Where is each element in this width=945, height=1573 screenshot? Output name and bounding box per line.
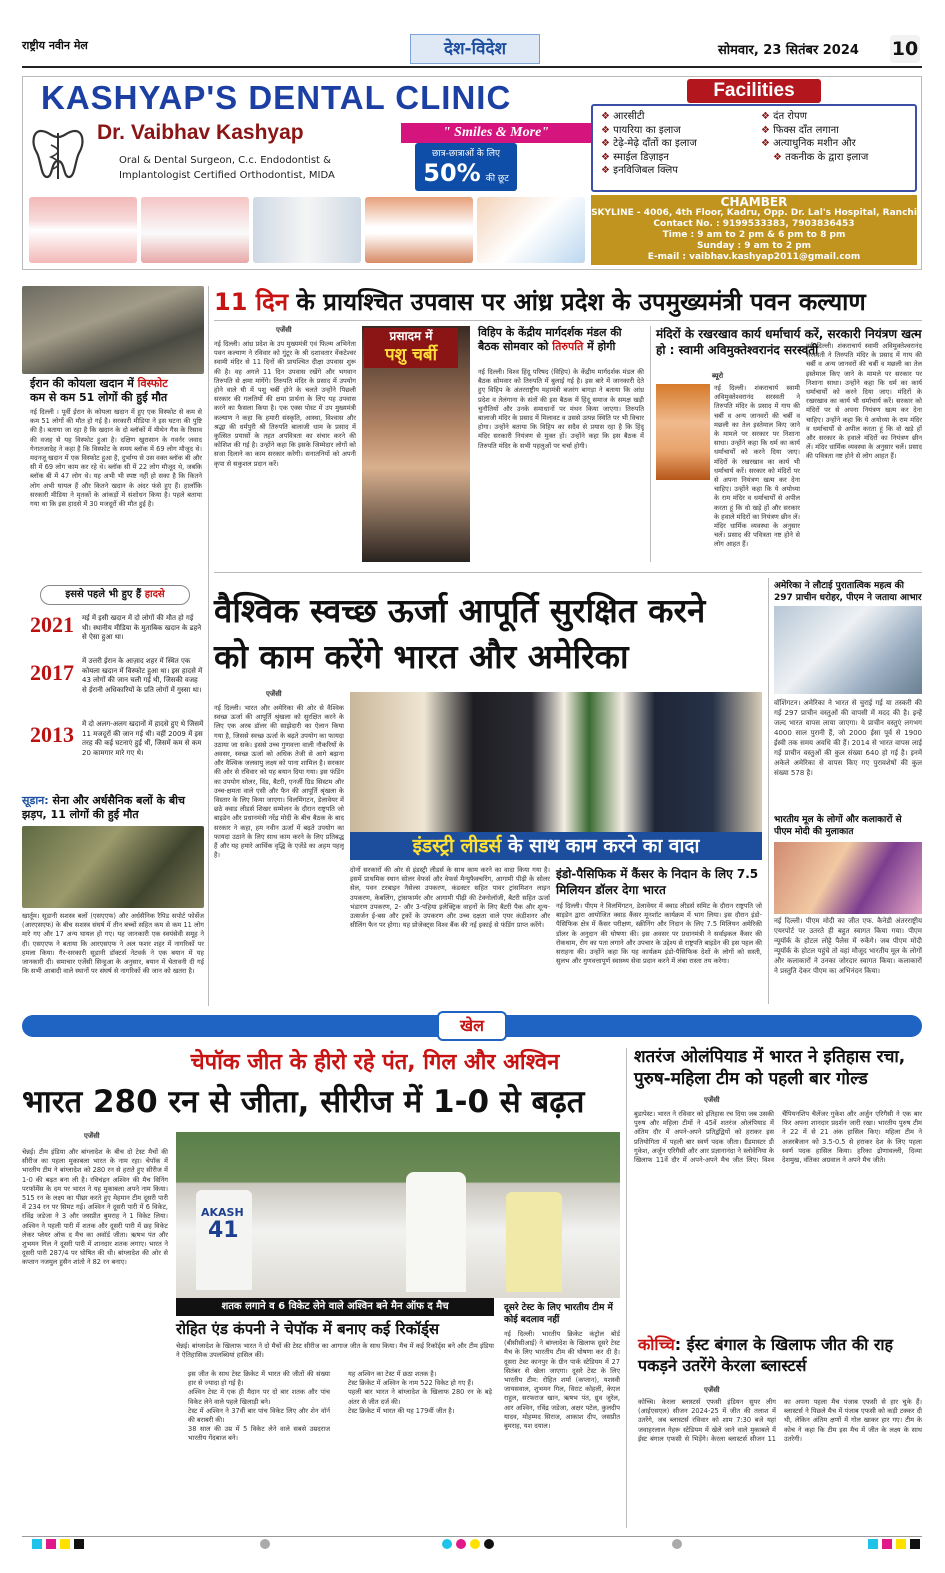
banner-highlight: इंडस्ट्री लीडर्स xyxy=(412,835,502,857)
records-list-right xyxy=(340,1370,492,1526)
kerala-headline xyxy=(638,1334,922,1376)
cricket-kicker: चेपॉक जीत के हीरो रहे पंत, गिल और अश्विन xyxy=(190,1050,560,1075)
swami-article-body: नई दिल्ली। शंकराचार्य स्वामी अविमुक्तेश्वरानंद सरस्वती ने तिरुपति मंदिर के प्रसाद में गाय की चर्बी व अन्य जानवरों की चर्बी व मछली का तेल इस्तेमाल किए जाने के मामले पर सरकार पर निशाना साधा। उन्होंने कहा कि धर्म का कार्य धर्माचार्यों को करने दिया जाए। मंदिरों के रखरखाव का कार्य भी धर्माचार्य करें। सरकार को मंदिरों पर से अपना नियंत्रण खत्म कर देना चाहिए। उन्होंने कहा कि ये अयोध्या के राम मंदिर व धर्माचार्यों से अपील करता हूं कि वो खड़े हों और सरकार के हवाले मंदिरों का नियंत्रण छीन लें। मंदिर धार्मिक व्यवस्था के अनुसार चलें। प्रसाद की पवित्रता नष्ट होने से लोग आहत हैं। xyxy=(714,384,800,549)
chamber-title: CHAMBER xyxy=(720,195,788,209)
caduceus-tooth-icon xyxy=(29,123,87,185)
iran-headline-red: विस्फोट xyxy=(137,377,168,390)
swami-byline: ब्यूरो xyxy=(712,372,724,380)
chess-article-body: बुडापेस्ट। भारत ने रविवार को इतिहास रच दिया जब उसकी पुरुष और महिला टीमों ने 45वें शतरंज ओलंपियाड में अंतिम दौर में अपने-अपने प्रतिद्वंद्वियों को हराकर इस प्रतियोगिता में पहली बार स्वर्ण पदक जीता। ग्रैंडमास्टर डी गुकेश, अर्जुन एरिगैसी और आर प्रज्ञानानंदा ने स्लोवेनिया के खिलाफ 11वें दौर में अपने-अपने मैच जीत लिए। विश्व चैंपियनशिप चैलेंजर गुकेश और अर्जुन एरिगैसी ने एक बार फिर अपना शानदार प्रदर्शन जारी रखा। भारतीय पुरुष टीम ने 22 में से 21 अंक हासिल किए। महिला टीम ने अजरबैजान को 3.5-0.5 से हराकर देश के लिए पहला स्वर्ण पदक हासिल किया। हरिका द्रोणावल्ली, दिव्या देशमुख, वंतिका अग्रवाल ने अपने मैच जीते। xyxy=(634,1110,922,1165)
previous-accidents-heading xyxy=(40,585,190,605)
pawan-article-body: नई दिल्ली। आंध्र प्रदेश के उप मुख्यमंत्री एवं फिल्म अभिनेता पवन कल्याण ने रविवार को गुंटूर के श्री दशावतार वेंकटेश्वर स्वामी मंदिर से 11 दिनों की प्रायश्चित दीक्षा उपवास शुरू की है। वह अगले 11 दिन उपवास रखेंगे और भगवान तिरुपति से क्षमा मांगेंगे। तिरुपति मंदिर के प्रसाद में उपयोग होने वाले घी में पशु चर्बी होने के चलते उन्होंने पिछली सरकार की गलतियों की क्षमा प्रार्थना के लिए यह उपवास करने का फैसला किया है। एक एक्स पोस्ट में उप मुख्यमंत्री कल्याण ने कहा कि हमारी संस्कृति, आस्था, विश्वास और श्रद्धा की धर्मपुरी श्री तिरुपति बालाजी धाम के प्रसाद में कुत्सित प्रयासों के तहत अपवित्रता का संचार करने की कोशिश की गई है। उन्होंने कहा कि इसके जिम्मेदार लोगों को सजा दिलाने का काम सरकार करेगी। सनातनियों को अपनी कृपा से सकुशल प्रदान करें। xyxy=(214,340,356,468)
chamber-sunday: Sunday : 9 am to 2 pm xyxy=(696,241,812,251)
student-offer xyxy=(415,143,517,191)
vhp-headline xyxy=(478,326,644,354)
squad-headline: दूसरे टेस्ट के लिए भारतीय टीम में कोई बदलाव नहीं xyxy=(504,1303,613,1325)
iran-headline xyxy=(30,377,202,405)
player-figure xyxy=(506,1192,562,1292)
vhp-article-body: नई दिल्ली। विश्व हिंदू परिषद (विहिप) के केंद्रीय मार्गदर्शक मंडल की बैठक सोमवार को तिरुपति में बुलाई गई है। इस बारे में जानकारी देते हुए विहिप के अंतरराष्ट्रीय महामंत्री बजरंग बागड़ा ने बताया कि आंध्र प्रदेश व तेलंगाना के संतों की इस बैठक में हिंदू समाज के समक्ष खड़ी चुनौतियों और उनके समाधानों पर मंथन किया जाएगा। तिरुपति बालाजी मंदिर के प्रसाद में मिलावट व उससे उत्पन्न स्थिति पर भी विचार होगा। उन्होंने बताया कि विहिप का सदैव से प्रयास रहा है कि हिंदू मंदिर सरकारी नियंत्रण से मुक्त हों। उन्होंने कहा कि इस बैठक में तिरुपति मंदिर के सभी पहलुओं पर चर्चा होगी। xyxy=(478,368,644,450)
energy-headline-line: वैश्विक स्वच्छ ऊर्जा आपूर्ति सुरक्षित करने xyxy=(214,591,706,630)
chamber-time: Time : 9 am to 2 pm & 6 pm to 8 pm xyxy=(662,230,846,240)
player-figure xyxy=(406,1172,466,1292)
registration-dot xyxy=(484,1539,494,1549)
vhp-headline-red: तिरुपति xyxy=(552,340,584,353)
smile-photo xyxy=(365,197,473,263)
energy-article-body: नई दिल्ली। भारत और अमेरिका की ओर से वैश्विक स्वच्छ ऊर्जा की आपूर्ति श्रृंखला को सुरक्षित करने के लिए एक अरब डॉलर की साझेदारी का ऐलान किया गया है, जिससे स्वच्छ ऊर्जा के बढ़ते उपयोग का फायदा उठाया जा सके। इससे उच्च गुणवत्ता वाली नौकरियों के अवसर, स्वच्छ ऊर्जा को अधिक तेजी से आगे बढ़ाना और वैश्विक जलवायु लक्ष्य को पाना शामिल है। सरकार की ओर से रविवार को यह बयान दिया गया। इस फंडिंग का उपयोग सोलर, विंड, बैटरी, एनर्जी ग्रिड सिस्टम और उच्च-क्षमता वाले एसी और फैन की आपूर्ति श्रृंखला के विस्तार के लिए किया जाएगा। विलमिंगटन, डेलावेयर में छठे क्वाड लीडर्स शिखर सम्मेलन के दौरान राष्ट्रपति जो बाइडेन और प्रधानमंत्री नरेंद्र मोदी के बीच बैठक के बाद सरकार ने कहा, हम नवीन ऊर्जा में बढ़ते उपयोग का फायदा उठाने के लिए साथ काम करने के लिए प्रतिबद्ध हैं और यह हमारे आर्थिक वृद्धि के एजेंडे का अहम पहलू है। xyxy=(214,704,344,860)
yellow-swatch xyxy=(60,1539,70,1549)
registration-dot xyxy=(672,1539,682,1549)
dental-clinic-ad xyxy=(22,76,922,270)
column-rule xyxy=(626,1048,627,1528)
diaspora-article-body: नई दिल्ली। पीएम मोदी का जीत एफ. कैनेडी अंतरराष्ट्रीय एयरपोर्ट पर उतरते ही बहुत स्वागत किया गया। पीएम न्यूयॉर्क के होटल लोट्टे पैलेस में रुकेंगे। जब पीएम मोदी न्यूयॉर्क के होटल पहुंचे तो वहां मौजूद भारतीय मूल के लोगों और कलाकारों ने उनका जोरदार स्वागत किया। कलाकारों ने प्रस्तुति देकर पीएम का अभिनंदन किया। xyxy=(774,917,922,975)
facility-item: ❖ इनविजिबल क्लिप xyxy=(601,164,697,178)
record-item: • इस जीत के साथ टेस्ट क्रिकेट में भारत की जीतों की संख्या हार से ज्यादा हो गई है। xyxy=(188,1370,330,1388)
record-item: • यह अश्विन का टेस्ट में छठा शतक है। xyxy=(348,1370,492,1379)
credential-line: Oral & Dental Surgeon, C.c. Endodontist & xyxy=(119,155,331,166)
record-item: • 38 साल की उम्र में 5 विकेट लेने वाले सबसे उम्रदराज भारतीय गेंदबाज बने। xyxy=(188,1425,330,1443)
photo-caption: शतक लगाने व 6 विकेट लेने वाले अश्विन बने मैन ऑफ द मैच xyxy=(176,1298,494,1316)
doctor-credentials xyxy=(119,153,419,183)
facility-item: ❖ टेढ़े-मेढ़े दाँतों का इलाज xyxy=(601,137,697,151)
issue-date: सोमवार, 23 सितंबर 2024 xyxy=(718,43,859,58)
doctor-name: Dr. Vaibhav Kashyap xyxy=(97,121,304,144)
record-item: • टेस्ट क्रिकेट में भारत की यह 179वीं जीत है। xyxy=(348,1407,492,1416)
facility-item: ❖ अत्याधुनिक मशीन और xyxy=(761,137,868,151)
offer-suffix: की छूट xyxy=(485,174,509,184)
badge-prasadam xyxy=(364,328,458,368)
year-text: मई में इसी खदान में दो लोगों की मौत हो गई थी। स्थानीय मीडिया के मुताबिक खदान के ढहने से ऐसा हुआ था। xyxy=(82,614,202,641)
vhp-headline-text: में होगी xyxy=(587,340,616,353)
iran-headline-part: कम से कम 51 लोगों की हुई मौत xyxy=(30,391,168,404)
facilities-right xyxy=(761,110,868,164)
year-label: 2021 xyxy=(30,612,74,637)
prev-heading-red: हादसे xyxy=(144,589,165,600)
registration-dot xyxy=(260,1539,270,1549)
cricket-byline: एजेंसी xyxy=(84,1132,100,1140)
energy-headline-line: को काम करेंगे भारत और अमेरिका xyxy=(214,637,629,676)
facilities-heading: Facilities xyxy=(687,79,821,103)
squad-article-body: नई दिल्ली। भारतीय क्रिकेट कंट्रोल बोर्ड (बीसीसीआई) ने बांग्लादेश के खिलाफ दूसरे टेस्ट मैच के लिए भारतीय टीम की घोषणा कर दी है। दूसरा टेस्ट कानपुर के ग्रीन पार्क स्टेडियम में 27 सितंबर से खेला जाएगा। दूसरे टेस्ट के लिए भारतीय टीम: रोहित शर्मा (कप्तान), यशस्वी जायसवाल, शुभमन गिल, विराट कोहली, केएल राहुल, सरफराज खान, ऋषभ पंत, ध्रुव जुरेल, आर अश्विन, रविंद्र जडेजा, अक्षर पटेल, कुलदीप यादव, मोहम्मद सिराज, आकाश दीप, जसप्रीत बुमराह, यश दयाल। xyxy=(504,1330,620,1431)
offer-text: छात्र-छात्राओं के लिए xyxy=(431,149,501,159)
implant-photo xyxy=(141,197,249,263)
records-headline: रोहित एंड कंपनी ने चेपॉक में बनाए कई रिकॉर्ड्स xyxy=(176,1320,440,1338)
denture-photo xyxy=(29,197,137,263)
diaspora-photo xyxy=(774,842,922,914)
column-rule xyxy=(208,286,209,1006)
swami-headline: मंदिरों के रखरखाव कार्य धर्माचार्य करें, सरकारी नियंत्रण खत्म हो : स्वामी अविमुक्तेश्वरानंद सरस्वती xyxy=(656,327,922,357)
year-label: 2013 xyxy=(30,722,74,747)
energy-byline: एजेंसी xyxy=(266,690,282,698)
pawan-byline: एजेंसी xyxy=(276,326,292,334)
pawan-headline-text: के प्रायश्चित उपवास पर आंध्र प्रदेश के उपमुख्यमंत्री पवन कल्याण xyxy=(296,288,866,316)
cricket-headline: भारत 280 रन से जीता, सीरीज में 1-0 से बढ़त xyxy=(22,1084,585,1120)
cancer-article-body: नई दिल्ली। पीएम ने विलमिंगटन, डेलावेयर में क्वाड लीडर्स समिट के दौरान राष्ट्रपति जो बाइडेन द्वारा आयोजित क्वाड कैंसर मूनशॉट कार्यक्रम में भाग लिया। इस दौरान इंडो-पैसिफिक क्षेत्र में कैंसर परीक्षण, स्क्रीनिंग और निदान के लिए 7.5 मिलियन अमेरिकी डॉलर के अनुदान की घोषणा की। इस अवसर पर प्रधानमंत्री ने सर्वाइकल कैंसर की रोकथाम, रोग का पता लगाने और उपचार के उद्देश्य से राष्ट्रपति बाइडेन की इस पहल की सराहना की। उन्होंने कहा कि यह कार्यक्रम इंडो-पैसिफिक देशों के लोगों को सस्ती, सुलभ और गुणवत्तापूर्ण स्वास्थ्य सेवा प्रदान करने में लंबा रास्ता तय करेगा। xyxy=(556,902,762,966)
facility-item: ❖ स्माईल डिज़ाइन xyxy=(601,151,697,165)
year-text: में दो अलग-अलग खदानों में हादसे हुए थे जिसमें 11 मजदूरों की जान गई थी। वहीं 2009 में इस तरह की कई घटनाएं हुई थीं, जिसमें कम से कम 20 कामगार मारे गए थे। xyxy=(82,720,204,757)
badge-top-text: प्रसादम में xyxy=(389,329,433,343)
offer-percent: 50% xyxy=(423,159,481,187)
records-intro: चेन्नई। बांग्लादेश के खिलाफ भारत ने दो मैचों की टेस्ट सीरीज का आगाज जीत के साथ किया। मैच में कई रिकॉर्ड्स बने और टीम इंडिया ने ऐतिहासिक उपलब्धियां हासिल कीं। xyxy=(176,1342,494,1360)
black-swatch xyxy=(910,1539,920,1549)
child-dentist-photo xyxy=(477,197,585,263)
artifacts-photo xyxy=(774,606,922,694)
prev-heading-text: इससे पहले भी हुए हैं xyxy=(65,589,142,600)
industry-leaders-banner xyxy=(350,832,762,860)
column-rule xyxy=(650,326,651,562)
ad-photo-strip xyxy=(29,197,589,263)
pawan-headline-red: 11 दिन xyxy=(214,288,289,316)
facility-item: ❖ आरसीटी xyxy=(601,110,697,124)
badge-highlight-text: पशु चर्बी xyxy=(384,345,438,365)
sudan-headline xyxy=(22,794,204,822)
chess-byline: एजेंसी xyxy=(704,1096,720,1104)
record-item: • टेस्ट क्रिकेट में अश्विन के नाम 522 विकेट हो गए हैं। xyxy=(348,1379,492,1388)
print-registration-bar xyxy=(22,1536,922,1550)
cancer-headline: इंडो-पैसिफिक में कैंसर के निदान के लिए 7.5 मिलियन डॉलर देगा भारत xyxy=(556,867,759,897)
facilities-list xyxy=(591,104,917,192)
year-label: 2017 xyxy=(30,660,74,685)
facility-item: ❖ फिक्स दाँत लगाना xyxy=(761,124,868,138)
cyan-swatch xyxy=(32,1539,42,1549)
kerala-headline-red: कोच्चि xyxy=(638,1335,675,1354)
sudan-label: सूडान: xyxy=(22,794,49,807)
headline-rule xyxy=(214,320,922,321)
cricket-article-body: चेन्नई। टीम इंडिया और बांग्लादेश के बीच दो टेस्ट मैचों की सीरीज का पहला मुकाबला भारत के नाम रहा। चेपॉक में भारतीय टीम ने बांग्लादेश को 280 रन से हराते हुए सीरीज में 1-0 की बढ़त बना ली है। रविचंद्रन अश्विन की मैच विनिंग परफॉर्मेंस के दम पर भारत ने यह मुकाबला अपने नाम किया। 515 रन के लक्ष्य का पीछा करते हुए मेहमान टीम दूसरी पारी में 234 रन पर सिमट गई। अश्विन ने दूसरी पारी में 6 विकेट, रविंद्र जडेजा ने 3 और जसप्रीत बुमराह ने 1 विकेट लिया। अश्विन ने पहली पारी में शतक और दूसरी पारी में छह विकेट लेकर प्लेयर ऑफ द मैच का अवॉर्ड जीता। ऋषभ पंत और शुभमन गिल ने दूसरी पारी में शानदार शतक लगाए। भारत ने दूसरी पारी 287/4 पर घोषित की थी। बांग्लादेश की ओर से कप्तान नजमुल हुसैन शांतो ने 82 रन बनाए। xyxy=(22,1148,168,1267)
pawan-headline xyxy=(214,287,926,317)
chamber-info xyxy=(591,195,917,265)
iran-article-body: नई दिल्ली । पूर्वी ईरान के कोयला खदान में हुए एक विस्फोट से कम से कम 51 लोगों की मौत हो गई है। सरकारी मीडिया ने इस घटना की पुष्टि की है। बताया जा रहा है कि खदान के दो ब्लॉकों में मीथेन गैस के रिसाव की वजह से यह विस्फोट हुआ है। दक्षिण खुरासान के गवर्नर जवाद गेनातजादेह ने कहा है कि विस्फोट के समय ब्लॉक में 69 लोग मौजूद थे। मदनजू खदान में एक विस्फोट हुआ है, दुर्भाग्य से उस वक्त ब्लॉक बी और सी में 69 लोग काम कर रहे थे। ब्लॉक सी में 22 लोग मौजूद थे, जबकि ब्लॉक बी में 47 लोग थे। यह अभी भी स्पष्ट नहीं हो सका है कि कितने लोग अभी घायल हैं और कितने खदान के अंदर फंसे हुए हैं। हालाँकि सरकारी मीडिया ने मृतकों के आंकड़ों में संशोधन किया है। पहले बताया गया था कि इस हादसे में 30 मजदूरों की मौत हुई है। xyxy=(30,408,202,509)
modi-biden-photo xyxy=(350,692,762,832)
record-item: • अश्विन टेस्ट में एक ही मैदान पर दो बार शतक और पांच विकेट लेने वाले पहले खिलाड़ी बने। xyxy=(188,1388,330,1406)
vhp-headline-text: विहिप के केंद्रीय मार्गदर्शक मंडल की बैठक सोमवार को xyxy=(478,326,622,353)
credential-line: Implantologist Certified Orthodontist, MIDA xyxy=(119,170,335,181)
magenta-swatch xyxy=(882,1539,892,1549)
sudan-article-body: खार्तूम। सूडानी सशस्त्र बलों (एसएएफ) और अर्धसैनिक रैपिड सपोर्ट फोर्सेज (आरएसएफ) के बीच सशस्त्र संघर्ष में तीन बच्चों सहित कम से कम 11 लोग मारे गए और 17 अन्य घायल हो गए। यह जानकारी एक स्वयंसेवी समूह ने दी। एसएएफ ने बताया कि आरएसएफ ने अल फशर शहर में नागरिकों पर हमला किया। गैर-सरकारी सूडानी डॉक्टर्स नेटवर्क ने एक बयान में यह जानकारी दी। समाचार एजेंसी सिन्हुआ के अनुसार, बयान में चेतावनी दी गई कि सभी आबादी वाले स्थानों पर संघर्ष से नागरिकों की जान को खतरा है। xyxy=(22,912,204,976)
column-rule xyxy=(768,578,769,1004)
industry-article-body: दोनों सरकारों की ओर से इंडस्ट्री लीडर्स के साथ काम करने का वादा किया गया है। इसमें प्राथमिक स्थान सोलर वेफर्स और वेफर्स मैन्युफैक्चरिंग, आगामी पीढ़ी के सोलर सेल, पवन टरबाइन नैसेल्स उपकरण, कंडक्टर सहित पावर ट्रांसमिशन लाइन उपकरण, केबलिंग, ट्रांसफार्मर और आगामी पीढ़ी की टेक्नोलॉजी, बैटरी सहित ऊर्जा भंडारण उपकरण, 2- और 3-पहिया इलेक्ट्रिक वाहनों के लिए बैटरी पैक और शून्य-उत्सर्जन ई-बस और ट्रकों के उपकरण और उच्च दक्षता वाले एयर कंडीशनर और सीलिंग फैन पर होगा। यह प्रोजेक्ट्स विश्व बैंक की नई इकाई से फंडिंग प्राप्त करेंगे। xyxy=(350,866,550,930)
chamber-address: SKYLINE - 4006, 4th Floor, Kadru, Opp. Dr. Lal's Hospital, Ranchi xyxy=(591,208,917,218)
registration-dot xyxy=(470,1539,480,1549)
sudan-headline-text: सेना और अर्धसैनिक बलों के बीच झड़प, 11 लोगों की हुई मौत xyxy=(22,794,185,821)
yellow-swatch xyxy=(896,1539,906,1549)
artifacts-article-body: वॉशिंगटन। अमेरिका ने भारत से चुराई गई या तस्करी की गई 297 प्राचीन वस्तुओं की वापसी में मदद की है। इन्हें जल्द भारत वापस लाया जाएगा। ये प्राचीन वस्तुएं लगभग 4000 साल पुरानी हैं, जो 2000 ईसा पूर्व से 1900 ईस्वी तक समय अवधि की हैं। 2014 से भारत वापस लाई गई प्राचीन वस्तुओं की कुल संख्या 640 हो गई है। इनमें अकेले अमेरिका से वापस किए गए पुरावशेषों की कुल संख्या 578 है। xyxy=(774,699,922,777)
artifacts-headline: अमेरिका ने लौटाई पुरातात्विक महत्व की 297 प्राचीन धरोहर, पीएम ने जताया आभार xyxy=(774,581,922,603)
diaspora-headline: भारतीय मूल के लोगों और कलाकारों से पीएम मोदी की मुलाकात xyxy=(774,815,902,837)
cyan-swatch xyxy=(868,1539,878,1549)
page-header xyxy=(22,34,922,68)
section-rule xyxy=(214,572,922,573)
clinic-name: KASHYAP'S DENTAL CLINIC xyxy=(41,79,512,116)
registration-dot xyxy=(456,1539,466,1549)
record-item: • पहली बार भारत ने बांग्लादेश के खिलाफ 280 रन के बड़े अंतर से जीत दर्ज की। xyxy=(348,1388,492,1406)
swami-photo xyxy=(656,384,710,480)
kerala-article-body: कोच्चि। केरला ब्लास्टर्स एफसी इंडियन सुपर लीग (आईएसएल) सीजन 2024-25 में जीत की तलाश में उतरेंगे, जब ब्लास्टर्स रविवार को शाम 7:30 बजे यहां जवाहरलाल नेहरू स्टेडियम में खेले जाने वाले मुकाबले में ईस्ट बंगाल एफसी से भिड़ेंगे। केरला ब्लास्टर्स सीजन 11 का अपना पहला मैच पंजाब एफसी से हार चुके हैं। ब्लास्टर्स ने पिछले मैच में पंजाब एफसी को कड़ी टक्कर दी थी, लेकिन अंतिम क्षणों में गोल खाकर हार गए। टीम के कोच ने कहा कि टीम इस मैच में जीत के लक्ष्य के साथ उतरेगी। xyxy=(638,1398,922,1443)
banner-text: के साथ काम करने का वादा xyxy=(508,835,700,857)
tagline: " Smiles & More" xyxy=(401,123,591,143)
facility-item: ❖ तकनीक के द्वारा इलाज xyxy=(761,151,868,165)
swami-article-continued: नई दिल्ली। शंकराचार्य स्वामी अविमुक्तेश्वरानंद सरस्वती ने तिरुपति मंदिर के प्रसाद में गाय की चर्बी व अन्य जानवरों की चर्बी व मछली का तेल इस्तेमाल किए जाने के मामले पर सरकार पर निशाना साधा। उन्होंने कहा कि धर्म का कार्य धर्माचार्यों को करने दिया जाए। मंदिरों के रखरखाव का कार्य भी धर्माचार्य करें। सरकार को मंदिरों पर से अपना नियंत्रण खत्म कर देना चाहिए। उन्होंने कहा कि ये अयोध्या के राम मंदिर व धर्माचार्यों से अपील करता हूं कि वो खड़े हों और सरकार के हवाले मंदिरों का नियंत्रण छीन लें। मंदिर धार्मिक व्यवस्था के अनुसार चलें। प्रसाद की पवित्रता नष्ट होने से लोग आहत हैं। xyxy=(806,342,922,461)
year-text: में उत्तरी ईरान के आज़ाद शहर में स्थित एक कोयला खदान में विस्फोट हुआ था। इस हादसे में 43 लोगों की जान चली गई थी, जिसकी वजह से ईरानी अधिकारियों के प्रति लोगों में गुस्सा था। xyxy=(82,657,203,694)
kerala-byline: एजेंसी xyxy=(704,1386,720,1394)
kerala-headline-text: : ईस्ट बंगाल के खिलाफ जीत की राह पकड़ने उतरेंगे केरला ब्लास्टर्स xyxy=(638,1335,894,1375)
page-number: 10 xyxy=(890,35,920,63)
team-celebration-photo xyxy=(176,1132,620,1298)
magenta-swatch xyxy=(46,1539,56,1549)
record-item: • टेस्ट में अश्विन ने 37वीं बार पांच विकेट लिए और शेन वॉर्न की बराबरी की। xyxy=(188,1407,330,1425)
registration-dot xyxy=(442,1539,452,1549)
jersey-number: 41 xyxy=(208,1218,239,1243)
sudan-soldiers-photo xyxy=(22,826,204,908)
masthead: राष्ट्रीय नवीन मेल xyxy=(22,39,88,52)
coal-mine-photo xyxy=(22,286,204,374)
sports-section-label: खेल xyxy=(437,1011,507,1041)
iran-headline-part: ईरान की कोयला खदान में xyxy=(30,377,134,390)
chamber-email: E-mail : vaibhav.kashyap2011@gmail.com xyxy=(647,252,861,262)
records-list-left xyxy=(180,1370,330,1526)
chamber-contact: Contact No. : 9199533383, 7903836453 xyxy=(653,219,855,229)
energy-headline xyxy=(214,588,762,680)
section-label: देश-विदेश xyxy=(410,34,540,64)
black-swatch xyxy=(74,1539,84,1549)
facility-item: ❖ पायरिया का इलाज xyxy=(601,124,697,138)
facility-item: ❖ दंत रोपण xyxy=(761,110,868,124)
facilities-left xyxy=(601,110,697,178)
jersey-name: AKASH xyxy=(201,1206,244,1219)
chess-headline: शतरंज ओलंपियाड में भारत ने इतिहास रचा, पुरुष-महिला टीम को पहली बार गोल्ड xyxy=(634,1047,906,1089)
implant-diagram-photo xyxy=(253,197,361,263)
